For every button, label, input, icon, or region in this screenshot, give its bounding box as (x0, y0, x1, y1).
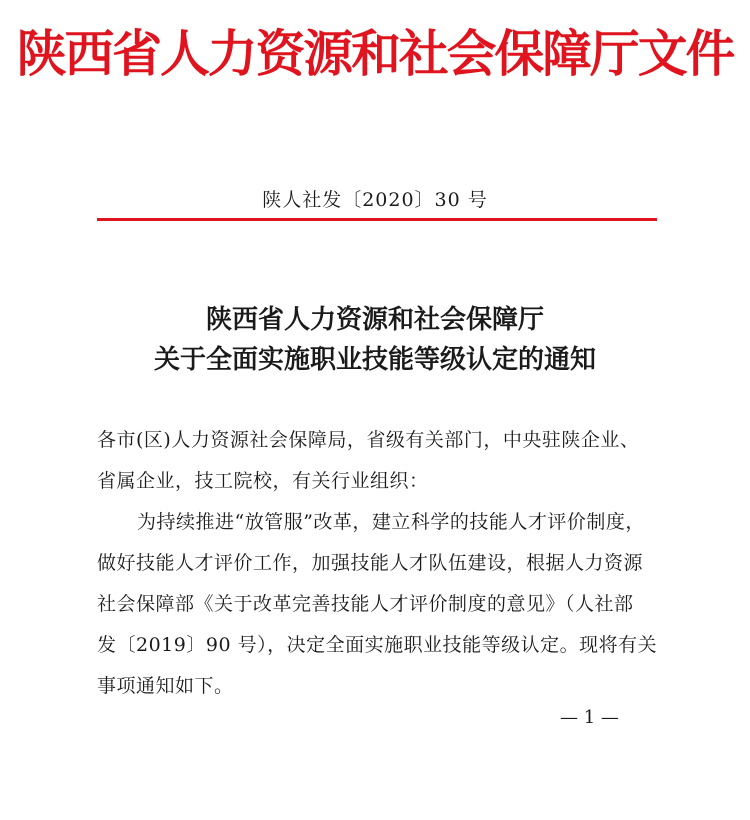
red-divider-line (97, 218, 657, 221)
body-text-line: 做好技能人才评价工作，加强技能人才队伍建设，根据人力资源 (97, 552, 644, 574)
document-number: 陕人社发〔2020〕30 号 (262, 189, 488, 211)
body-text-line: 为持续推进“放管服”改革，建立科学的技能人才评价制度， (137, 511, 645, 533)
body-text-line: 社会保障部《关于改革完善技能人才评价制度的意见》（人社部 (97, 593, 634, 615)
notice-title-line-1: 陕西省人力资源和社会保障厅 (205, 305, 544, 335)
body-text-line: 事项通知如下。 (97, 675, 234, 697)
document-masthead: 陕西省人力资源和社会保障厅文件 (16, 25, 734, 83)
body-text-line: 发〔2019〕90 号），决定全面实施职业技能等级认定。现将有关 (97, 634, 658, 656)
notice-title-line-2: 关于全面实施职业技能等级认定的通知 (153, 345, 596, 375)
page-number: — 1 — (560, 707, 619, 728)
body-text-line: 各市(区)人力资源社会保障局，省级有关部门，中央驻陕企业、 (97, 429, 640, 451)
body-text-line: 省属企业，技工院校，有关行业组织： (97, 470, 429, 492)
